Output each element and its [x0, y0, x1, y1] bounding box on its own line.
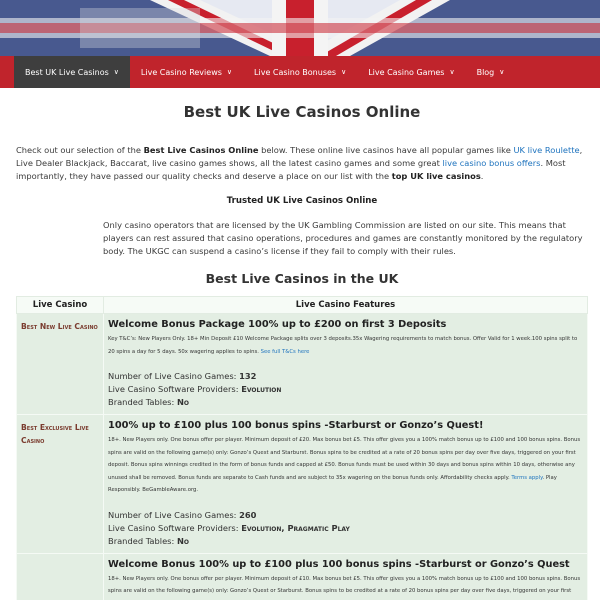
nav-item-live-casino-games[interactable]	[357, 56, 465, 88]
providers-label: Live Casino Software Providers:	[108, 384, 242, 394]
games-count-line	[108, 509, 583, 522]
intro-text: . Most importantly, they have passed our quality checks and deserve a place on our list with the	[16, 158, 566, 181]
branded-tables-value: No	[176, 397, 189, 407]
terms-text	[108, 333, 583, 358]
bonus-offer-title[interactable]: Welcome Bonus Package 100% up to £200 on first 3 Deposits	[108, 319, 447, 330]
casinos-table	[16, 296, 588, 600]
uk-live-roulette-link[interactable]: UK live Roulette	[513, 145, 580, 155]
casino-stats	[108, 370, 583, 409]
providers-label: Live Casino Software Providers:	[108, 522, 242, 533]
live-casino-bonus-offers-link[interactable]: live casino bonus offers	[442, 158, 541, 168]
terms-body: 18+. New Players only. One bonus offer per player. Minimum deposit of £10. Max bonus bet £5. This offer gives you a 100% match bonus up to £100 and 100 bonus spins. Bonus spins are valid on the following game(s) only: Gonzo’s Quest or Starburst. Bonus spins to be credited at a rate of 20 bonus spins per day over five days, triggered on your first	[108, 575, 581, 594]
nav-item-label: Blog	[476, 67, 495, 77]
intro-paragraph	[16, 144, 588, 183]
games-count-value: 132	[239, 371, 257, 381]
chevron-down-icon: ∨	[499, 68, 505, 76]
terms-text	[108, 434, 583, 497]
table-row	[17, 314, 588, 415]
intro-text: , Live Dealer Blackjack, Baccarat, live casino games shows, all the latest casino games and some great	[16, 145, 583, 168]
main-content	[16, 88, 588, 600]
terms-link[interactable]: See full T&Cs here	[260, 348, 310, 355]
providers-line	[108, 522, 583, 535]
casino-label-cell	[17, 553, 104, 600]
casino-label-cell	[17, 314, 104, 415]
providers-value: Evolution	[241, 384, 282, 394]
section-title: Best Live Casinos in the UK	[205, 271, 399, 286]
main-navigation	[0, 56, 600, 88]
header-banner	[0, 0, 600, 56]
casino-category-label: Best Exclusive Live Casino	[21, 423, 89, 445]
nav-item-label: Best UK Live Casinos	[25, 67, 109, 77]
chevron-down-icon: ∨	[226, 68, 233, 76]
branded-tables-line	[108, 535, 583, 548]
casino-features-cell	[104, 415, 588, 554]
nav-item-best-uk-live-casinos[interactable]	[14, 56, 130, 88]
trusted-heading: Trusted UK Live Casinos Online	[226, 196, 378, 206]
branded-tables-value: No	[176, 535, 189, 546]
casino-features-cell	[104, 314, 588, 415]
nav-item-blog[interactable]	[466, 56, 516, 88]
license-paragraph: Only casino operators that are licensed by the UK Gambling Commission are listed on our site. This means that players can rest assured that casino operations, procedures and games are constantly monitored by the regulatory body. The UKGC can suspend a casino’s license if they fail to comply with their rules.	[103, 220, 583, 256]
chevron-down-icon: ∨	[449, 68, 455, 76]
nav-item-label: Live Casino Games	[368, 67, 445, 77]
table-header-row	[17, 297, 588, 314]
intro-text: below. These online live casinos have all popular games like	[258, 145, 514, 155]
games-count-value: 260	[239, 509, 257, 520]
bonus-offer-title[interactable]: 100% up to £100 plus 100 bonus spins -Starburst or Gonzo’s Quest!	[108, 420, 484, 431]
terms-text	[108, 573, 583, 598]
intro-text: .	[480, 171, 484, 181]
casino-stats	[108, 509, 583, 548]
games-count-label: Number of Live Casino Games:	[108, 509, 240, 520]
table-row	[17, 415, 588, 554]
casino-label-cell	[17, 415, 104, 554]
games-count-label: Number of Live Casino Games:	[108, 371, 240, 381]
table-row	[17, 553, 588, 600]
terms-body: Key T&C’s: New Players Only. 18+ Min Deposit £10 Welcome Package splits over 3 deposits.35x Wagering requirements to match bonus. Offer Valid for 1 week.100 spins split to 20 spins a day for 5 days. 50x wagering applies to spins.	[108, 336, 578, 355]
terms-body: 18+. New Players only. One bonus offer per player. Minimum deposit of £20. Max bonus bet £5. This offer gives you a 100% match bonus up to £100 and 100 bonus spins. Bonus spins are valid on the following game(s) only: Gonzo’s Quest and Starburst. Bonus spins to be credited at a rate of 20 bonus spins per day over five days, triggered on your first deposit. Bonus spins winnings credited in the form of bonus funds and capped at £50. Bonus funds must be used within 30 days and bonus spins within 10 days, otherwise any unused shall be removed. Bonus funds are separate to Cash funds and are subject to 35x wagering on the bonus funds only. Affordability checks apply.	[108, 437, 581, 481]
casino-features-cell	[104, 553, 588, 600]
casino-category-label: Best New Live Casino	[21, 322, 98, 331]
branded-tables-label: Branded Tables:	[108, 397, 177, 407]
nav-item-label: Live Casino Bonuses	[254, 67, 337, 77]
terms-body-after: . Play Responsibly. BeGambleAware.org.	[108, 474, 557, 493]
page-title: Best UK Live Casinos Online	[183, 103, 421, 121]
intro-bold-top-uk-live-casinos: top UK live casinos	[391, 171, 481, 181]
nav-item-live-casino-reviews[interactable]	[130, 56, 243, 88]
chevron-down-icon: ∨	[341, 68, 347, 76]
intro-bold-best-live-casinos: Best Live Casinos Online	[143, 145, 259, 155]
branded-tables-label: Branded Tables:	[108, 535, 177, 546]
bonus-offer-title[interactable]: Welcome Bonus 100% up to £100 plus 100 bonus spins -Starburst or Gonzo’s Quest	[108, 558, 570, 570]
chevron-down-icon: ∨	[113, 68, 119, 76]
providers-value: Evolution, Pragmatic Play	[241, 522, 350, 533]
branded-tables-line	[108, 396, 583, 409]
terms-link[interactable]: Terms apply	[511, 474, 543, 481]
providers-line	[108, 383, 583, 396]
intro-text: Check out our selection of the	[16, 145, 144, 155]
union-jack-banner-image	[0, 0, 600, 56]
nav-item-label: Live Casino Reviews	[140, 67, 222, 77]
games-count-line	[108, 370, 583, 383]
column-header-features: Live Casino Features	[104, 297, 588, 314]
column-header-live-casino: Live Casino	[17, 297, 104, 314]
nav-item-live-casino-bonuses[interactable]	[243, 56, 357, 88]
